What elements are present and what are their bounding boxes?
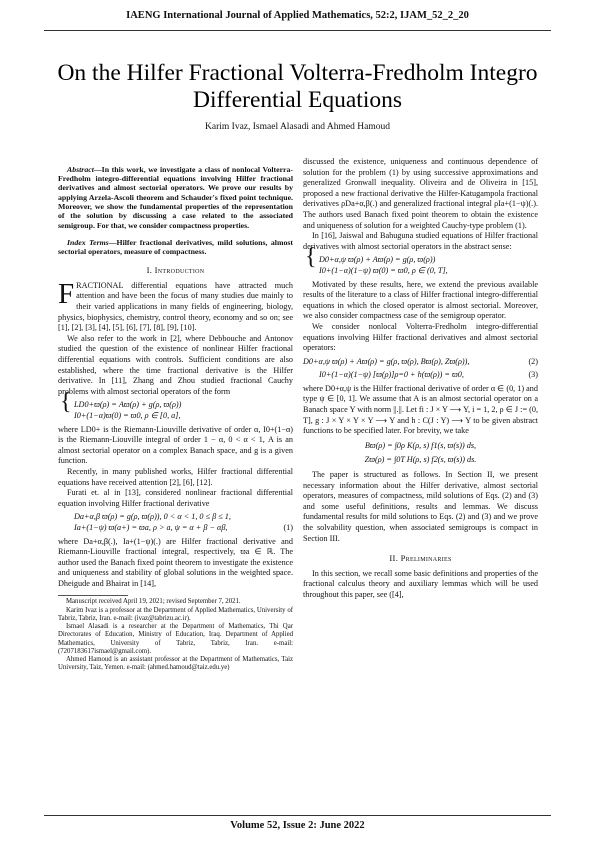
equation-line	[303, 370, 538, 381]
equation-2	[303, 357, 538, 368]
equation-text: Ia+(1−ψ) ϖ(a+) = ϖa, ρ > a, ψ = α + β − αβ,	[74, 522, 228, 532]
equation-text: I0+(1−α)(1−ψ) [ϖ(ρ)]ρ=0 + h(ϖ(ρ)) = ϖ0,	[319, 370, 464, 380]
intro-paragraph-4: Recently, in many published works, Hilfer fractional differential equations have received attention [2], [6], [12].	[58, 466, 293, 487]
paper-authors: Karim Ivaz, Ismael Alasadi and Ahmed Hamoud	[205, 122, 390, 132]
right-paragraph-7: In this section, we recall some basic definitions and properties of the fractional calculus theory and auxiliary lemmas which will be used throughout this paper, see ([4],	[303, 568, 538, 599]
equation-fredholm-operator: Zϖ(ρ) = ∫0T H(ρ, s) f2(s, ϖ(s)) ds.	[364, 455, 477, 465]
equation-brace: {	[305, 244, 317, 271]
equation-abstract-problem	[303, 244, 538, 276]
footnote-rule	[58, 595, 128, 596]
equation-cauchy-problem	[58, 389, 293, 421]
index-terms	[58, 238, 293, 257]
equation-number: (1)	[283, 522, 293, 532]
right-paragraph-2: In [16], Jaiswal and Bahuguna studied equations of Hilfer fractional derivatives with almost sectorial operators in the abstract sense:	[303, 231, 538, 251]
right-paragraph-4: We consider nonlocal Volterra-Fredholm integro-differential equations involving Hilfer fractional derivatives and almost sectorial operators:	[303, 321, 538, 353]
footnote: Karim Ivaz is a professor at the Department of Applied Mathematics, University of Tabriz, Tabriz, Iran. e-mail: (ivaz@tabrizu.ac.ir).	[58, 606, 293, 622]
section-heading-introduction: I. Introduction	[146, 265, 205, 276]
footnote: Ahmed Hamoud is an assistant professor at the Department of Mathematics, Taiz University, Taiz, Yemen. e-mail: (ahmed.hamoud@taiz.edu.ye)	[58, 655, 293, 672]
right-paragraph-5: where D0+α,ψ is the Hilfer fractional derivative of order α ∈ (0, 1) and type ψ ∈ [0, 1]. We assume that A is an almost sectorial operator on a Banach space Y with norm ||.||. Let fi : J × Y ⟶ Y, i = 1, 2, ρ ∈ J := (0, T], g : J × Y × Y × Y ⟶ Y and h : C(J : Y) ⟶ Y to be given abstract functions to be specified later. For brevity, we take	[303, 383, 538, 436]
index-terms-text: —Hilfer fractional derivatives, mild solutions, almost sectorial operators, measure of compactness.	[58, 237, 293, 256]
intro-text-1: RACTIONAL differential equations have attracted much attention and have been the focus of many studies due mainly to their varied applications in many fields of engineering, biology, physics, biophysics, chemistry, control theory, economy and so on; see [1], [2], [3], [4], [5], [6], [7], [8], [9], [10].	[58, 280, 293, 333]
equation-line: I0+(1−α)ϖ(0) = ϖ0, ρ ∈ [0, a],	[74, 410, 181, 420]
intro-paragraph-6: where Da+α,β(.), Ia+(1−ψ)(.) are Hilfer fractional derivative and Riemann-Liouville fractional integral, respectively, ϖa ∈ ℝ. The author used the Banach fixed point theorem to investigate the existence and uniqueness and stability of global solutions in the weighted space. Dheigude and Bhairat in [14],	[58, 536, 293, 588]
equation-line: I0+(1−α)(1−ψ) ϖ(0) = ϖ0, ρ ∈ (0, T],	[319, 265, 448, 275]
running-header: IAENG International Journal of Applied Mathematics, 52:2, IJAM_52_2_20	[126, 10, 469, 21]
equation-text: D0+α,ψ ϖ(ρ) + Aϖ(ρ) = g(ρ, ϖ(ρ), Bϖ(ρ), Zϖ(ρ)),	[303, 356, 470, 366]
abstract-text: —In this work, we investigate a class of nonlocal Volterra-Fredholm integro-differential equations involving Hilfer fractional derivatives and almost sectorial operators. We prove our results by applying Arzela-Ascoli theorem and Schauder's fixed point technique. Moreover, we show the fundamental properties of the representation of the solution by discussing a case related to the associated semigroup. For that, we consider compactness properties.	[58, 164, 293, 230]
equation-volterra-operator: Bϖ(ρ) = ∫0ρ K(ρ, s) f1(s, ϖ(s)) ds,	[364, 440, 477, 450]
equation-line	[303, 357, 538, 368]
equation-line	[58, 523, 293, 534]
header-rule	[44, 30, 551, 31]
footer-rule	[44, 815, 551, 816]
right-paragraph-1: discussed the existence, uniqueness and continuous dependence of solution for the problem (1) by using successive approximations and generalized Gronwall inequality. Oliveira and de Oliveira in [15], proposed a new fractional derivative the Hilfer-Katugampola fractional derivatives ρDa+α,β(.) and generalized fractional integral ρIa+(1−ψ)(.). The authors used Banach fixed point theorem to obtain the existence and uniqueness of solution for a weighted Cauchy-type problem (1).	[303, 157, 538, 230]
drop-cap: F	[58, 277, 75, 310]
equation-line: Da+α,β ϖ(ρ) = g(ρ, ϖ(ρ)), 0 < α < 1, 0 ≤ β ≤ 1,	[74, 512, 231, 522]
right-column	[303, 157, 538, 601]
intro-paragraph-5: Furati et. al in [13], considered nonlinear fractional differential equation involving Hilfer fractional derivative	[58, 488, 293, 508]
intro-paragraph-3: where LD0+ is the Riemann-Liouville derivative of order α, I0+(1−α) is the Riemann-Liouville integral of order 1 − α, 0 < α < 1, A is an almost sectorial operator on a complex Banach space, and g is a given function.	[58, 424, 293, 466]
abstract	[58, 165, 293, 230]
equation-line: D0+α,ψ ϖ(ρ) + Aϖ(ρ) = g(ρ, ϖ(ρ))	[319, 255, 436, 265]
paper-title: On the Hilfer Fractional Volterra-Fredholm Integro Differential Equations	[57, 60, 538, 113]
index-terms-label: Index Terms	[67, 237, 109, 247]
equation-number: (3)	[528, 370, 538, 380]
equation-brace: {	[60, 389, 72, 416]
footnote: Ismael Alasadi is a researcher at the Department of Mathematics, Thi Qar Directorates of Education, Ministry of Education, Iraq. Department of Applied Mathematics, University of Tabriz, Tabriz, Iran. e-mail: (7207183617ismael@gmail.com).	[58, 623, 293, 655]
page-footer: Volume 52, Issue 2: June 2022	[230, 820, 365, 831]
intro-paragraph-2: We also refer to the work in [2], where Debbouche and Antonov studied the question of the existence of nonlinear Hilfer fractional differential equations with controls. Sufficient conditions are also established, where the time fractional derivative is the Hilfer derivative. In [11], Zhang and Zhou studied fractional Cauchy problems with almost sectorial operators of the form	[58, 333, 293, 396]
equation-1	[58, 512, 293, 533]
section-heading-preliminaries: II. Preliminaries	[389, 553, 452, 564]
right-paragraph-3: Motivated by these results, here, we extend the previous available results of the literature to a class of Hilfer fractional integro-differential equations in which the closed operator is almost sectorial. Moreover, we also consider compactness case of the semigroup operator.	[303, 279, 538, 321]
footnote: Manuscript received April 19, 2021; revised September 7, 2021.	[66, 598, 241, 606]
right-paragraph-6: The paper is structured as follows. In Section II, we present necessary information about the Hilfer derivative, almost sectorial operators, measures of compactness, mild solutions of Eqs. (2) and (3) and some useful definitions, results and lemmas. We discuss fundamental results for mild solutions to Eqs. (2) and (3) and we prove the solvability question, when associated semigroups is compact in Section III.	[303, 470, 538, 543]
left-column	[58, 157, 293, 672]
equation-line: LD0+ϖ(ρ) = Aϖ(ρ) + g(ρ, ϖ(ρ))	[74, 400, 182, 410]
equation-number: (2)	[528, 356, 538, 366]
abstract-label: Abstract	[67, 164, 94, 174]
equation-3	[303, 370, 538, 381]
intro-paragraph-1	[58, 277, 293, 334]
